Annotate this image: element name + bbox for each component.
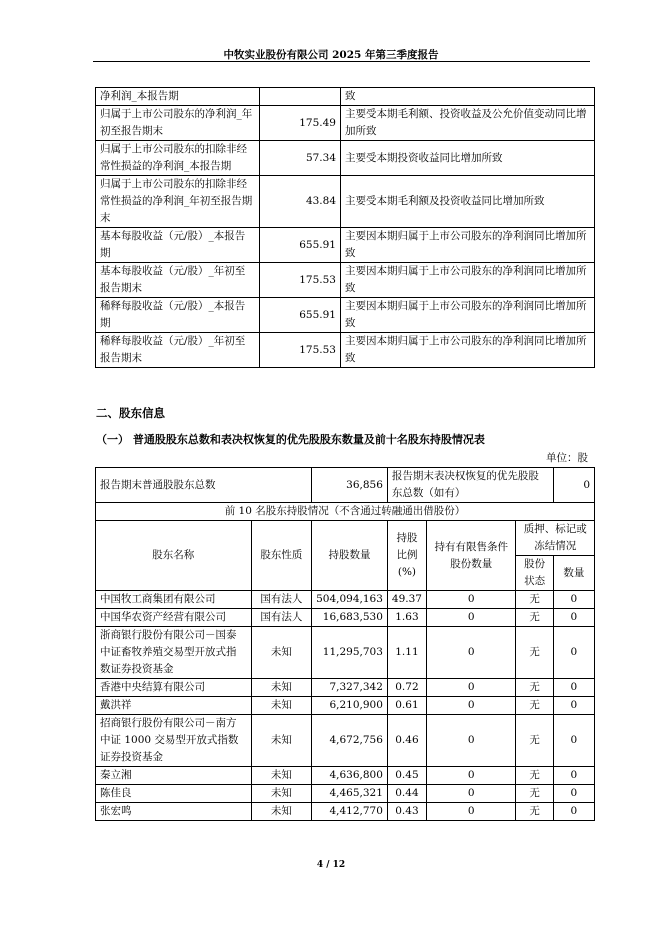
holder-qty: 6,210,900 [312, 697, 388, 715]
holder-ratio: 1.63 [387, 609, 426, 627]
holder-count: 0 [553, 785, 594, 803]
table-row [96, 141, 595, 176]
col-header-qty: 持股数量 [312, 521, 388, 591]
value-cell: 655.91 [260, 228, 341, 263]
table-row [96, 697, 595, 715]
subsection-heading: （一） 普通股股东总数和表决权恢复的优先股股东数量及前十名股东持股情况表 [96, 433, 485, 446]
holder-nature: 未知 [251, 785, 312, 803]
reason-cell: 致 [341, 88, 595, 106]
holder-count: 0 [553, 715, 594, 767]
table-row [96, 679, 595, 697]
holder-count: 0 [553, 591, 594, 609]
holder-name: 张宏鸣 [96, 803, 252, 821]
value-cell: 43.84 [260, 176, 341, 228]
reason-cell: 主要受本期毛利额及投资收益同比增加所致 [341, 176, 595, 228]
holder-ratio: 49.37 [387, 591, 426, 609]
holder-count: 0 [553, 609, 594, 627]
holder-name: 浙商银行股份有限公司－国泰中证畜牧养殖交易型开放式指数证券投资基金 [96, 627, 252, 679]
holder-name: 秦立湘 [96, 767, 252, 785]
col-header-ratio: 持股比例(%) [387, 521, 426, 591]
holder-count: 0 [553, 767, 594, 785]
table-row [96, 228, 595, 263]
holder-qty: 4,672,756 [312, 715, 388, 767]
holder-qty: 16,683,530 [312, 609, 388, 627]
header-row [96, 521, 595, 556]
holder-qty: 4,465,321 [312, 785, 388, 803]
holder-status: 无 [516, 679, 553, 697]
holder-restricted: 0 [426, 785, 515, 803]
value-cell: 175.53 [260, 263, 341, 298]
value-cell: 175.49 [260, 106, 341, 141]
page-number: 4 / 12 [316, 860, 346, 870]
table-row [96, 591, 595, 609]
holder-restricted: 0 [426, 767, 515, 785]
preferred-holders-value: 0 [553, 468, 594, 503]
item-cell: 净利润_本报告期 [96, 88, 260, 106]
holder-name: 陈佳良 [96, 785, 252, 803]
holder-restricted: 0 [426, 679, 515, 697]
holder-ratio: 1.11 [387, 627, 426, 679]
table-row [96, 298, 595, 333]
header-divider [93, 61, 590, 62]
holder-nature: 国有法人 [251, 591, 312, 609]
holder-qty: 504,094,163 [312, 591, 388, 609]
item-cell: 基本每股收益（元/股）_年初至报告期末 [96, 263, 260, 298]
holder-count: 0 [553, 697, 594, 715]
table-row [96, 88, 595, 106]
unit-label: 单位：股 [546, 452, 588, 464]
holder-nature: 未知 [251, 715, 312, 767]
holder-count: 0 [553, 627, 594, 679]
col-header-count: 数量 [553, 556, 594, 591]
holder-qty: 7,327,342 [312, 679, 388, 697]
holder-nature: 未知 [251, 697, 312, 715]
holder-status: 无 [516, 767, 553, 785]
holder-count: 0 [553, 803, 594, 821]
holder-qty: 11,295,703 [312, 627, 388, 679]
table-row [96, 106, 595, 141]
col-header-restricted: 持有有限售条件股份数量 [426, 521, 515, 591]
holder-qty: 4,636,800 [312, 767, 388, 785]
total-holders-label: 报告期末普通股股东总数 [96, 468, 312, 503]
item-cell: 归属于上市公司股东的净利润_年初至报告期末 [96, 106, 260, 141]
table-row [96, 609, 595, 627]
item-cell: 稀释每股收益（元/股）_本报告期 [96, 298, 260, 333]
value-cell: 655.91 [260, 298, 341, 333]
table-row [96, 803, 595, 821]
reason-cell: 主要因本期归属于上市公司股东的净利润同比增加所致 [341, 298, 595, 333]
holder-name: 中国牧工商集团有限公司 [96, 591, 252, 609]
holder-name: 戴洪祥 [96, 697, 252, 715]
table-row [96, 176, 595, 228]
item-cell: 基本每股收益（元/股）_本报告期 [96, 228, 260, 263]
value-cell: 175.53 [260, 333, 341, 368]
value-cell: 57.34 [260, 141, 341, 176]
top10-caption: 前 10 名股东持股情况（不含通过转融通出借股份） [96, 503, 595, 521]
holder-name: 中国华农资产经营有限公司 [96, 609, 252, 627]
reason-cell: 主要受本期毛利额、投资收益及公允价值变动同比增加所致 [341, 106, 595, 141]
table-row [96, 263, 595, 298]
holder-restricted: 0 [426, 627, 515, 679]
item-cell: 归属于上市公司股东的扣除非经常性损益的净利润_本报告期 [96, 141, 260, 176]
profit-change-table [95, 87, 595, 368]
caption-row [96, 503, 595, 521]
holder-count: 0 [553, 679, 594, 697]
holder-status: 无 [516, 591, 553, 609]
holder-status: 无 [516, 627, 553, 679]
reason-cell: 主要因本期归属于上市公司股东的净利润同比增加所致 [341, 263, 595, 298]
page-header-title: 中牧实业股份有限公司 2025 年第三季度报告 [223, 49, 439, 61]
item-cell: 稀释每股收益（元/股）_年初至报告期末 [96, 333, 260, 368]
holder-qty: 4,412,770 [312, 803, 388, 821]
table-row [96, 785, 595, 803]
holder-restricted: 0 [426, 609, 515, 627]
value-cell [260, 88, 341, 106]
shareholder-table [95, 467, 595, 821]
holder-status: 无 [516, 785, 553, 803]
holder-nature: 未知 [251, 767, 312, 785]
preferred-holders-label: 报告期末表决权恢复的优先股股东总数（如有） [387, 468, 553, 503]
table-row [96, 715, 595, 767]
holder-ratio: 0.46 [387, 715, 426, 767]
holder-ratio: 0.43 [387, 803, 426, 821]
holder-name: 香港中央结算有限公司 [96, 679, 252, 697]
holder-restricted: 0 [426, 591, 515, 609]
summary-row [96, 468, 595, 503]
col-header-name: 股东名称 [96, 521, 252, 591]
holder-ratio: 0.44 [387, 785, 426, 803]
section-heading: 二、股东信息 [96, 406, 165, 420]
holder-nature: 国有法人 [251, 609, 312, 627]
holder-status: 无 [516, 609, 553, 627]
holder-status: 无 [516, 715, 553, 767]
holder-ratio: 0.72 [387, 679, 426, 697]
total-holders-value: 36,856 [312, 468, 388, 503]
holder-restricted: 0 [426, 803, 515, 821]
table-row [96, 767, 595, 785]
holder-status: 无 [516, 697, 553, 715]
holder-nature: 未知 [251, 627, 312, 679]
holder-ratio: 0.61 [387, 697, 426, 715]
holder-name: 招商银行股份有限公司－南方中证 1000 交易型开放式指数证券投资基金 [96, 715, 252, 767]
reason-cell: 主要因本期归属于上市公司股东的净利润同比增加所致 [341, 228, 595, 263]
table-row [96, 333, 595, 368]
holder-restricted: 0 [426, 715, 515, 767]
reason-cell: 主要因本期归属于上市公司股东的净利润同比增加所致 [341, 333, 595, 368]
col-header-pledge: 质押、标记或冻结情况 [516, 521, 595, 556]
col-header-status: 股份状态 [516, 556, 553, 591]
holder-status: 无 [516, 803, 553, 821]
table-row [96, 627, 595, 679]
col-header-nature: 股东性质 [251, 521, 312, 591]
holder-ratio: 0.45 [387, 767, 426, 785]
holder-nature: 未知 [251, 679, 312, 697]
reason-cell: 主要受本期投资收益同比增加所致 [341, 141, 595, 176]
item-cell: 归属于上市公司股东的扣除非经常性损益的净利润_年初至报告期末 [96, 176, 260, 228]
holder-nature: 未知 [251, 803, 312, 821]
holder-restricted: 0 [426, 697, 515, 715]
